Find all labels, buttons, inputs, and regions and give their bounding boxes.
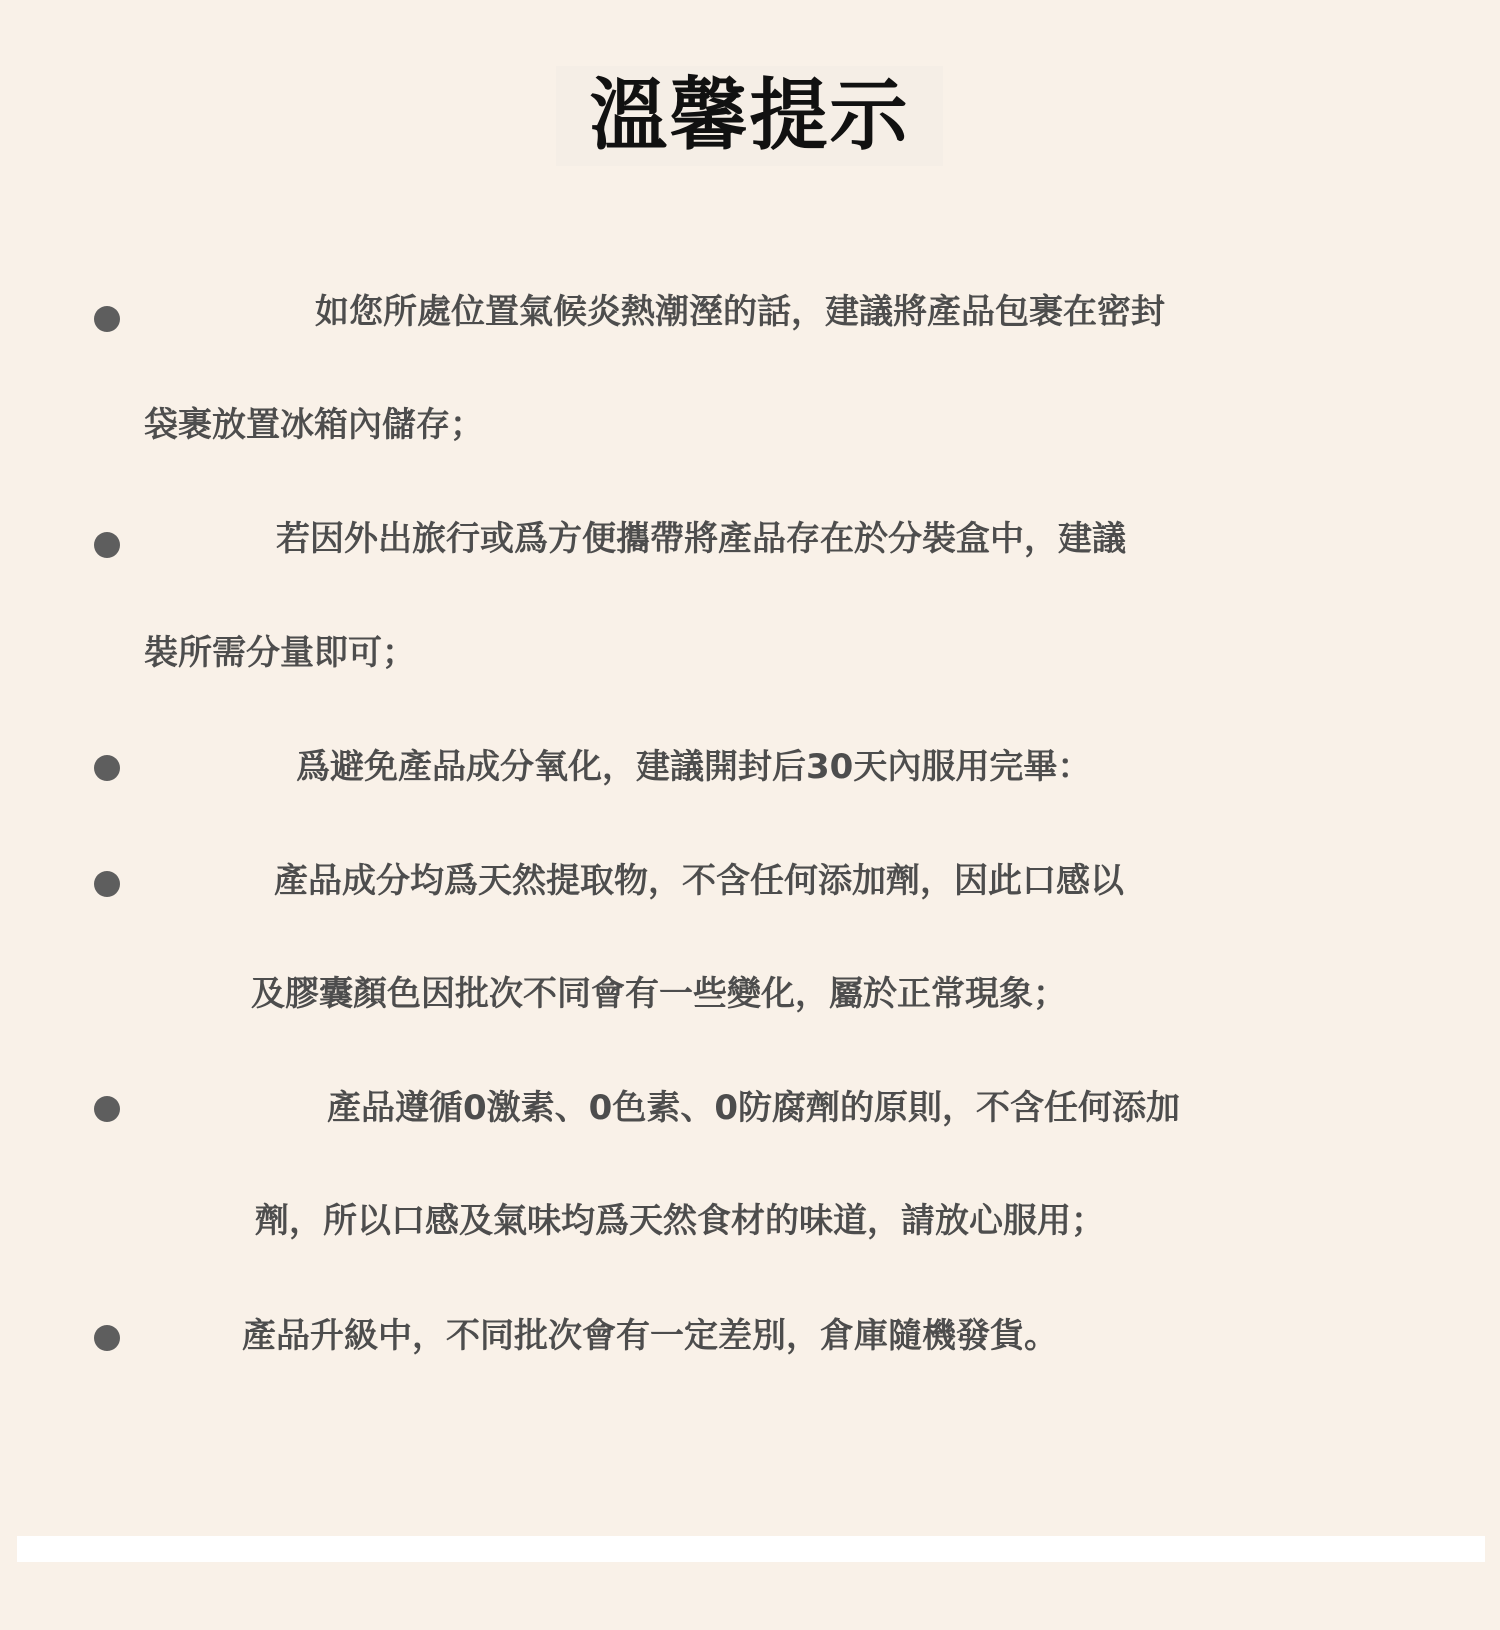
page-title: 溫馨提示 <box>589 71 910 161</box>
tip-3-line-1: 爲避免產品成分氧化，建議開封后30天內服用完畢： <box>296 747 1092 787</box>
bullet-icon <box>94 1096 120 1122</box>
bottom-strip <box>17 1536 1485 1562</box>
tip-1-line-1: 如您所處位置氣候炎熱潮溼的話，建議將產品包裹在密封 <box>315 292 1165 332</box>
tip-6-line-1: 產品升級中，不同批次會有一定差別，倉庫隨機發貨。 <box>242 1316 1058 1356</box>
bullet-icon <box>94 871 120 897</box>
tip-2-line-2: 裝所需分量即可； <box>144 633 416 673</box>
tip-1-line-2: 袋裹放置冰箱內儲存； <box>144 405 484 445</box>
title-box <box>556 66 943 166</box>
tip-2-line-1: 若因外出旅行或爲方便攜帶將產品存在於分裝盒中，建議 <box>276 519 1126 559</box>
bullet-icon <box>94 755 120 781</box>
bullet-icon <box>94 1325 120 1351</box>
tip-5-line-1: 產品遵循0激素、0色素、0防腐劑的原則，不含任何添加 <box>327 1088 1180 1128</box>
bullet-icon <box>94 532 120 558</box>
bullet-icon <box>94 306 120 332</box>
tip-5-line-2: 劑，所以口感及氣味均爲天然食材的味道，請放心服用； <box>255 1201 1105 1241</box>
tip-4-line-2: 及膠囊顏色因批次不同會有一些變化，屬於正常現象； <box>251 974 1067 1014</box>
tip-4-line-1: 產品成分均爲天然提取物，不含任何添加劑，因此口感以 <box>274 861 1124 901</box>
